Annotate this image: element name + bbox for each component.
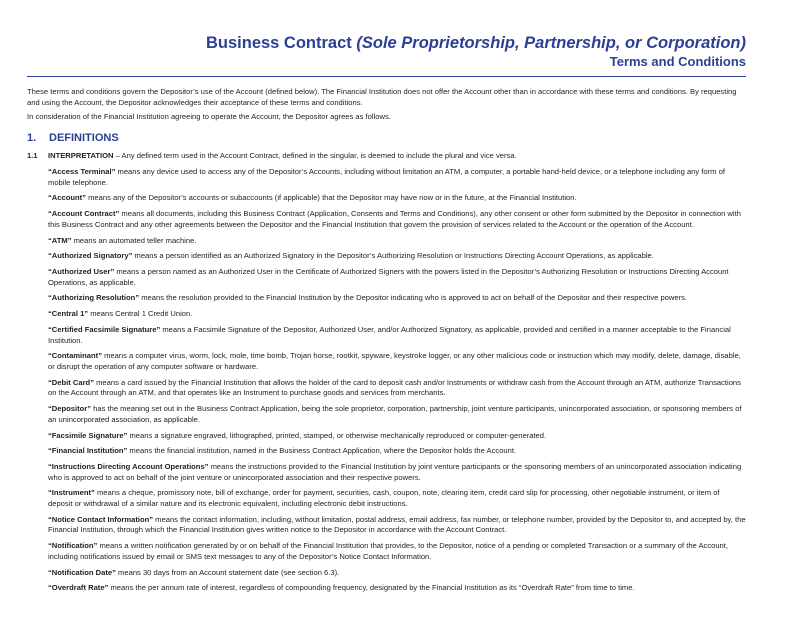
intro-paragraph: In consideration of the Financial Institution agreeing to operate the Account, the Depositor agrees as follows.: [27, 112, 391, 122]
definition-text: means a card issued by the Financial Institution that allows the holder of the card to deposit cash and/or Instruments or withdraw cash from the Account through an ATM, authorize Transactions on the Account through an ATM, and that operates like an Instrument to purchase goods and services from merchants.: [48, 377, 741, 398]
definition-term: “Notice Contact Information”: [48, 514, 154, 524]
header-divider: [27, 76, 746, 77]
document-title: [206, 34, 746, 53]
definition-term: “Authorized User”: [48, 267, 115, 277]
definition-term: “Certified Facsimile Signature”: [48, 325, 161, 334]
definition-term: “Access Terminal”: [48, 166, 116, 176]
definition-text: means Central 1 Credit Union.: [88, 309, 193, 319]
section-number: 1.: [27, 131, 37, 144]
definition-text: means the per annum rate of interest, regardless of compounding frequency, designated by the Financial Institution as its “Overdraft Rate” from time to time.: [108, 583, 635, 593]
definition-item: [48, 193, 746, 204]
definition-text: means a Facsimile Signature of the Depositor, Authorized User, and/or Authorized Signatory, as applicable, provided and certified in a manner acceptable to the Financial Institution.: [48, 325, 731, 345]
definition-term: “Instrument”: [48, 488, 95, 498]
intro-paragraph: These terms and conditions govern the Depositor’s use of the Account (defined below). The Financial Institution does not offer the Account other than in accordance with these terms and conditions. By requesting and using the Account, the Depositor acknowledges their acceptance of these terms and conditions.: [27, 87, 737, 107]
document-subtitle: Terms and Conditions: [609, 54, 746, 69]
definition-item: [48, 583, 746, 594]
definition-text: means a person identified as an Authorized Signatory in the Depositor’s Authorizing Resolution or Instructions Directing Account Operations, as applicable.: [132, 251, 654, 261]
definition-term: “Account”: [48, 193, 86, 203]
definition-text: means any of the Depositor’s accounts or subaccounts (if applicable) that the Depositor may have now or in the future, at the Financial Institution.: [85, 193, 577, 203]
definition-item: [48, 209, 746, 230]
definition-text: means an automated teller machine.: [71, 235, 197, 245]
definition-term: “Instructions Directing Account Operations”: [48, 462, 209, 472]
clause-body: [48, 151, 517, 162]
definition-text: means all documents, including this Business Contract (Application, Consents and Terms and Conditions), any other consent or other form submitted by the Depositor in connection with this Business Contract and any other agreements between the Depositor and the Financial Institution that govern the provision of services related to the Account or the operation of the Account.: [48, 209, 741, 229]
definition-term: “Debit Card”: [48, 377, 94, 387]
definition-item: [48, 515, 746, 536]
clause-label: INTERPRETATION: [48, 151, 114, 161]
definition-term: “ATM”: [48, 235, 72, 245]
definition-text: means a person named as an Authorized User in the Certificate of Authorized Signers with the powers listed in the Depositor’s Authorizing Resolution or Instructions Directing Account Operations, as applicable.: [48, 267, 729, 287]
clause-number: 1.1: [27, 151, 38, 161]
definition-item: [48, 309, 746, 320]
definition-text: means the financial institution, named in the Business Contract Application, where the Depositor holds the Account.: [127, 446, 517, 456]
definition-item: [48, 251, 746, 262]
definition-item: [48, 267, 746, 288]
definition-item: [48, 351, 746, 372]
title-main: Business Contract: [205, 34, 352, 52]
definition-item: [48, 488, 746, 509]
definition-item: [48, 404, 746, 425]
definition-item: [48, 167, 746, 188]
definitions-list: [48, 167, 746, 594]
definition-item: [48, 293, 746, 304]
definition-text: means a cheque, promissory note, bill of exchange, order for payment, securities, cash, coupon, note, clearing item, credit card slip for processing, other negotiable instrument, or item of deposit or withdrawal of a similar nature and its electronic equivalent, including electronic debit instructions.: [48, 488, 720, 509]
definition-term: “Overdraft Rate”: [48, 583, 109, 593]
definition-text: means any device used to access any of the Depositor’s Accounts, including without limitation an ATM, a computer, a portable hand-held device, or a telephone including any form of mobile telephone.: [48, 166, 725, 187]
definition-text: means a signature engraved, lithographed, printed, stamped, or otherwise mechanically reproduced or computer-generated.: [127, 430, 547, 440]
definition-term: “Central 1”: [48, 309, 89, 319]
clause-text: – Any defined term used in the Account Contract, defined in the singular, is deemed to include the plural and vice versa.: [113, 151, 517, 161]
definition-item: [48, 462, 746, 483]
definition-term: “Financial Institution”: [48, 446, 128, 456]
title-subtitle-italic: (Sole Proprietorship, Partnership, or Corporation): [356, 34, 746, 52]
definition-text: means a written notification generated by or on behalf of the Financial Institution that provides, to the Depositor, notice of a pending or completed Transaction or a summary of the Account, including notifications issued by email or SMS text messages to any of the Depositor’s Notice Contact Information.: [48, 541, 729, 561]
definition-term: “Contaminant”: [48, 351, 102, 361]
definition-text: means the contact information, including, without limitation, postal address, email address, fax number, or telephone number, provided by the Depositor to, and accepted by, the Financial Institution, through which the Financial Institution gives written notice to the Depositor in accordance with the Account Contract.: [48, 514, 746, 535]
definition-item: [48, 568, 746, 579]
section-heading: [27, 133, 746, 144]
definition-term: “Notification Date”: [48, 567, 116, 577]
definition-term: “Facsimile Signature”: [48, 430, 128, 440]
definition-item: [48, 236, 746, 247]
section-title: DEFINITIONS: [49, 131, 119, 144]
definition-item: [48, 431, 746, 442]
definition-text: means 30 days from an Account statement date (see section 6.3).: [115, 567, 340, 577]
definition-item: [48, 378, 746, 399]
definition-item: [48, 325, 746, 346]
definition-term: “Depositor”: [48, 404, 92, 414]
definition-text: has the meaning set out in the Business Contract Application, being the sole proprietor, corporation, partnership, joint venture participants, unincorporated association, or sponsoring members of an unincorporated association, as applicable.: [48, 404, 742, 424]
definition-item: [48, 541, 746, 562]
definition-text: means the resolution provided to the Financial Institution by the Depositor indicating who is approved to act on behalf of the Depositor and their respective powers.: [139, 293, 688, 303]
definition-term: “Notification”: [48, 541, 98, 551]
definition-item: [48, 446, 746, 457]
definition-term: “Authorized Signatory”: [48, 251, 133, 261]
definition-term: “Account Contract”: [48, 209, 120, 219]
definition-term: “Authorizing Resolution”: [48, 293, 140, 303]
definition-text: means a computer virus, worm, lock, mole, time bomb, Trojan horse, rootkit, spyware, keystroke logger, or any other malicious code or instruction which may modify, delete, damage, disable, or disrupt the operation of any computer software or hardware.: [48, 351, 741, 371]
document-header: [206, 34, 746, 70]
clause: [27, 151, 746, 162]
definition-text: means the instructions provided to the Financial Institution by joint venture participants or the sponsoring members of an unincorporated association indicating who is approved to act on behalf of the joint venture or unincorporated association and their respective powers.: [48, 462, 742, 482]
document-body: [27, 87, 746, 599]
